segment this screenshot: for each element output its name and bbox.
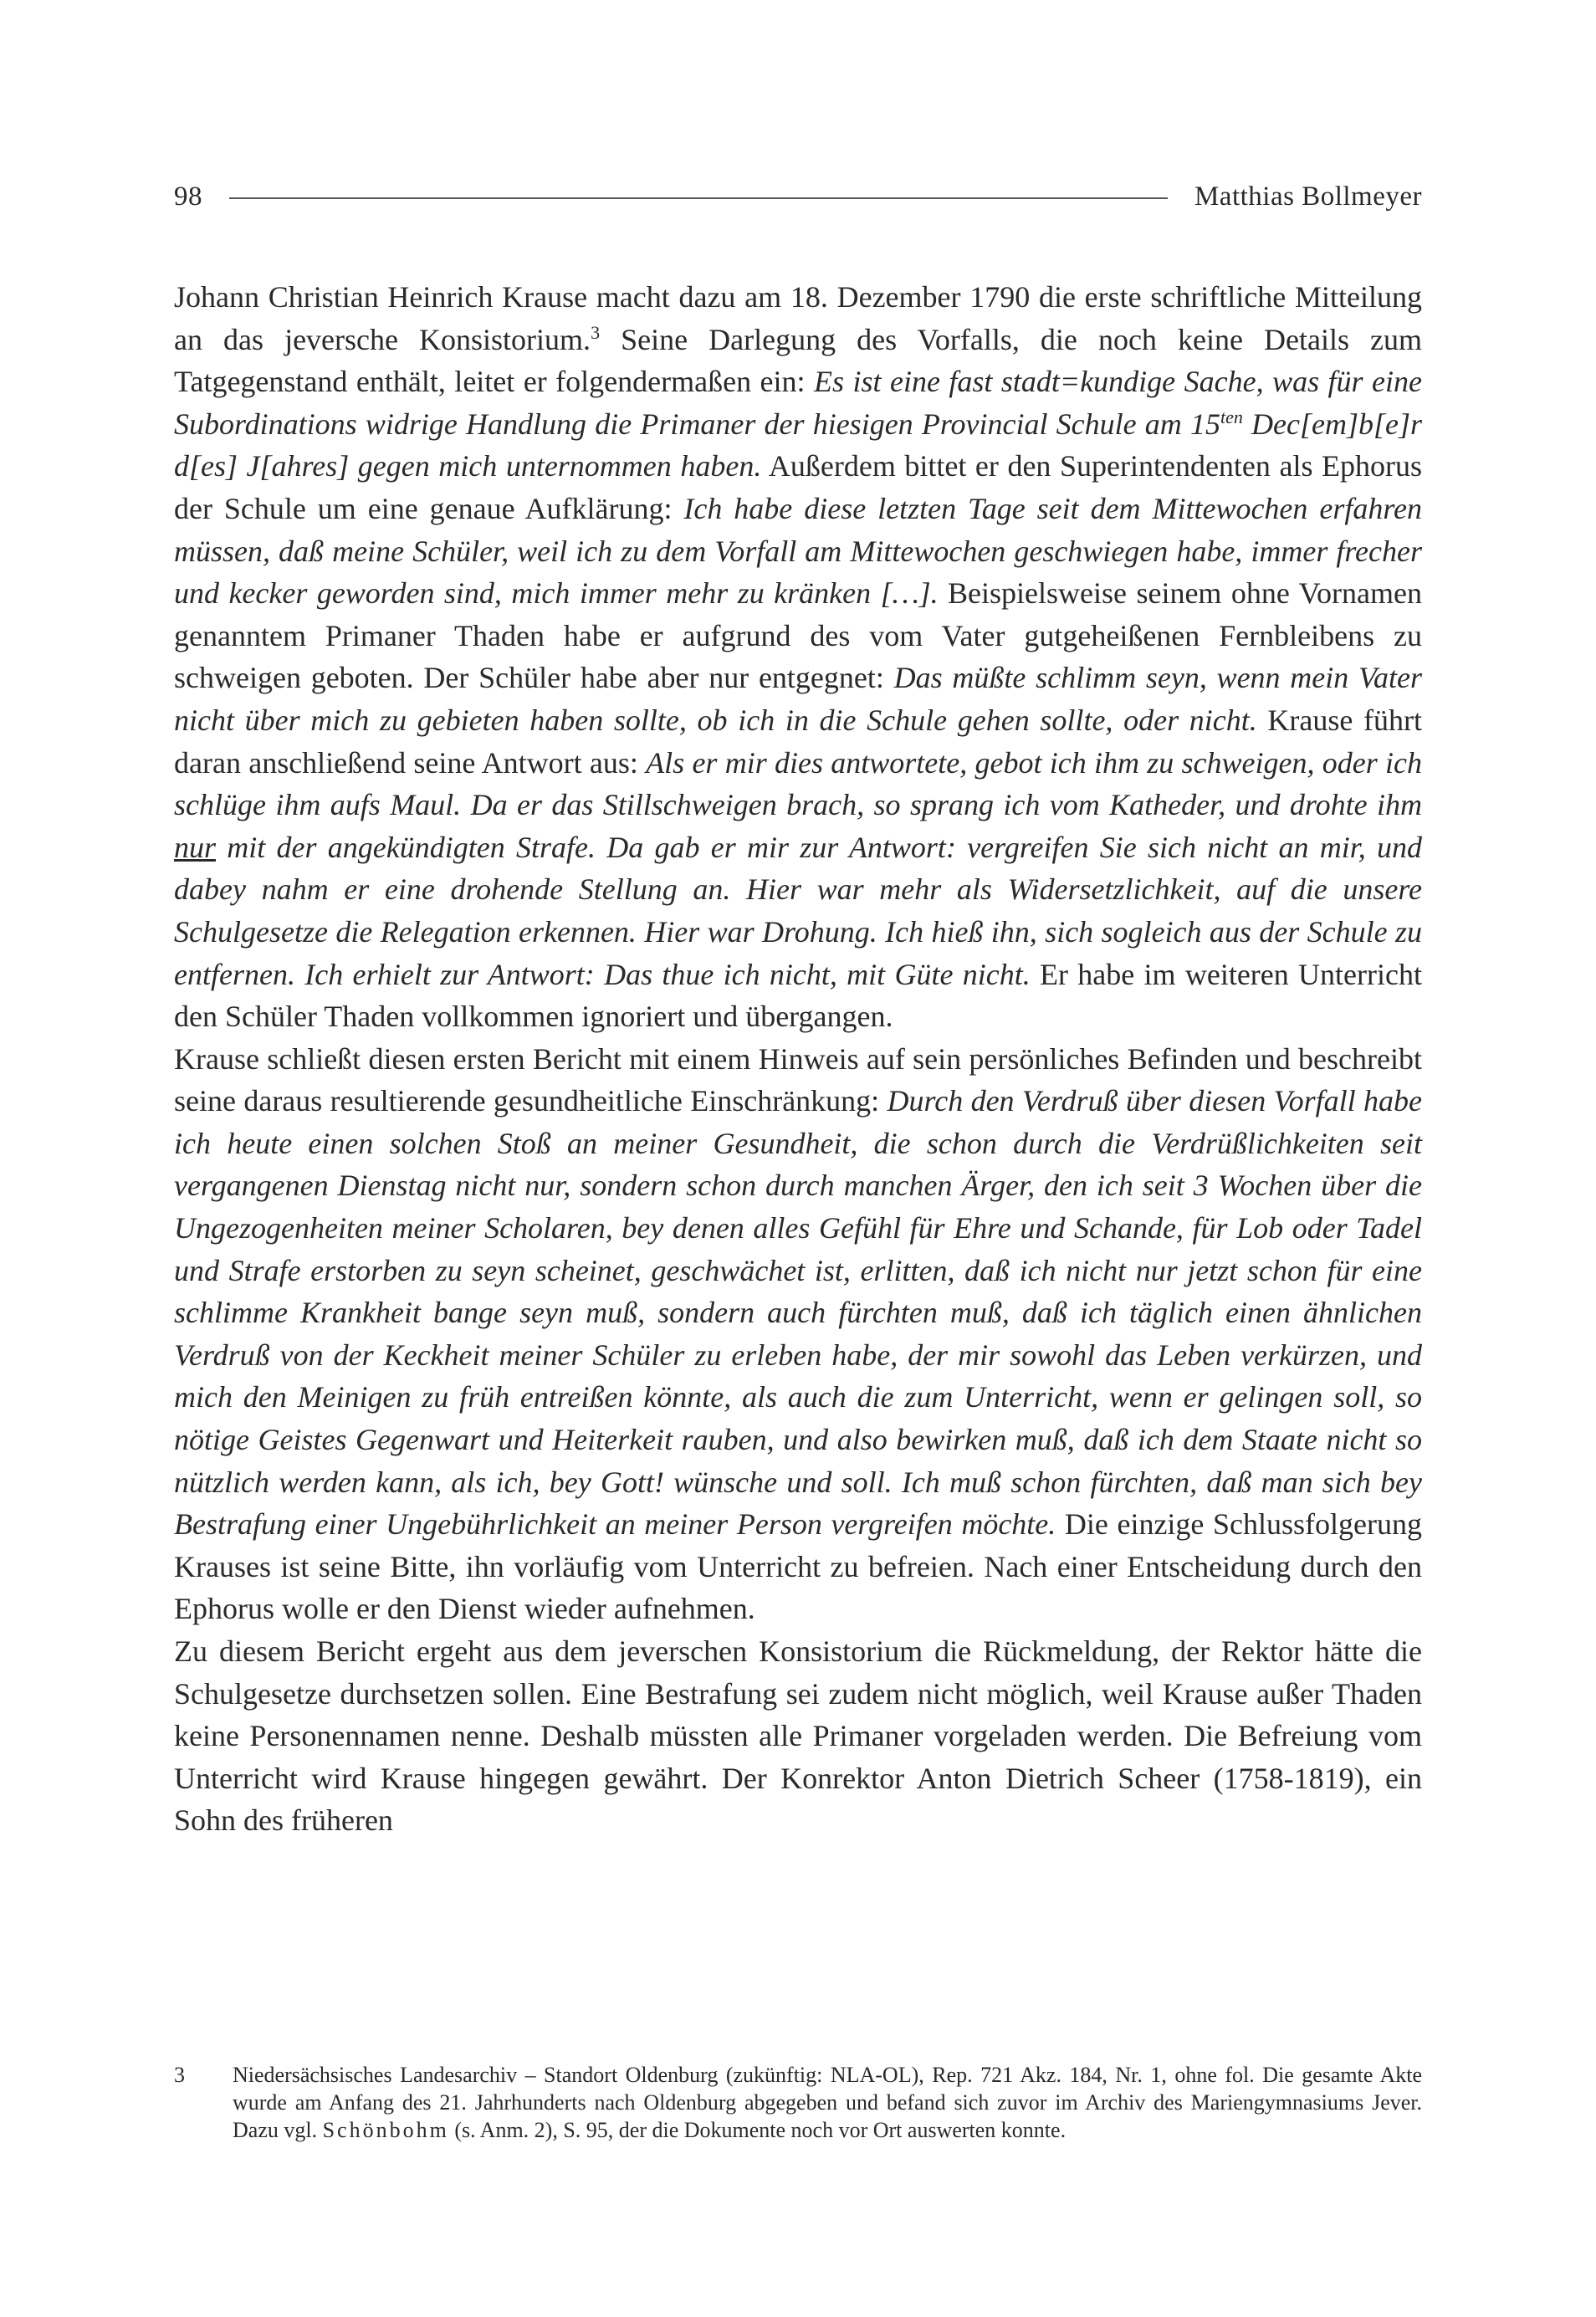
paragraph-1 [174, 276, 1422, 1038]
running-head-author: Matthias Bollmeyer [1194, 181, 1422, 212]
text-run: Krause führt daran anschließend seine Antwort aus: [174, 703, 1423, 780]
superscript: ten [1220, 406, 1243, 427]
footnote-reference: 3 [591, 321, 601, 343]
text-run: Beispielsweise seinem ohne Vornamen genanntem Primaner Thaden habe er aufgrund des vom Vater gutgeheißenen Fernbleibens zu schweigen geboten. Der Schüler habe aber nur entgegnet: [174, 576, 1422, 695]
quote-run: Dec[em]b[e]r d[es] J[ahres] gegen mich unternommen haben. [174, 407, 1422, 483]
author-name: Schönbohm [322, 2118, 449, 2142]
quote-run: Es ist eine fast stadt=kundige Sache, was für eine Subordinations widrige Handlung die Primaner der hiesigen Provincial Schule am 15 [174, 365, 1422, 441]
underlined-word: nur [174, 830, 217, 864]
text-run: Er habe im weiteren Unterricht den Schüler Thaden vollkommen ignoriert und übergangen. [174, 957, 1422, 1034]
main-text [174, 276, 1422, 1842]
footnote-number: 3 [174, 2063, 185, 2087]
page-number: 98 [174, 181, 202, 212]
paragraph-3 [174, 1630, 1422, 1842]
quote-run: Durch den Verdruß über diesen Vorfall habe ich heute einen solchen Stoß an meiner Gesundheit, die schon durch die Verdrüßlichkeiten seit vergangenen Dienstag nicht nur, sondern schon durch manchen Ärger, den ich seit 3 Wochen über die Ungezogenheiten meiner Scholaren, bey denen alles Gefühl für Ehre und Schande, für Lob oder Tadel und Strafe erstorben zu seyn scheinet, geschwächet ist, erlitten, daß ich nicht nur jetzt schon für eine schlimme Krankheit bange seyn muß, sondern auch fürchten muß, daß ich täglich einen ähnlichen Verdruß von der Keckheit meiner Schüler zu erleben habe, der mir sowohl das Leben verkürzen, und mich den Meinigen zu früh entreißen könnte, als auch die zum Unterricht, wenn er gelingen soll, so nötige Geistes Gegenwart und Heiterkeit rauben, und also bewirken muß, daß ich dem Staate nicht so nützlich werden kann, als ich, bey Gott! wünsche und soll. Ich muß schon fürchten, daß man sich bey Bestrafung einer Ungebührlichkeit an meiner Person vergreifen möchte. [174, 1084, 1422, 1542]
footnote-text [233, 2061, 1422, 2144]
header-rule [229, 197, 1168, 199]
text-run: Seine Darlegung des Vorfalls, die noch keine Details zum Tatgegenstand enthält, leitet er folgendermaßen ein: [174, 322, 1422, 399]
text-run: Krause schließt diesen ersten Bericht mit einem Hinweis auf sein persönliches Befinden und beschreibt seine daraus resultierende gesundheitliche Einschränkung: [174, 1041, 1422, 1118]
text-run: Zu diesem Bericht ergeht aus dem jeverschen Konsistorium die Rückmeldung, der Rektor hätte die Schulgesetze durchsetzen sollen. Eine Bestrafung sei zudem nicht möglich, weil Krause außer Thaden keine Personennamen nenne. Deshalb müssten alle Primaner vorgeladen werden. Die Befreiung vom Unterricht wird Krause hingegen gewährt. Der Konrektor Anton Dietrich Scheer (1758-1819), ein Sohn des früheren [174, 1634, 1422, 1838]
text-run: Johann Christian Heinrich Krause macht dazu am 18. Dezember 1790 die erste schriftliche Mitteilung an das jeversche Konsistorium. [174, 280, 1422, 356]
quote-run: Ich habe diese letzten Tage seit dem Mittewochen erfahren müssen, daß meine Schüler, weil ich zu dem Vorfall am Mittewochen geschwiegen habe, immer frecher und kecker geworden sind, mich immer mehr zu kränken […]. [174, 491, 1422, 611]
quote-run: Als er mir dies antwortete, gebot ich ihm zu schweigen, oder ich schlüge ihm aufs Maul. Da er das Stillschweigen brach, so sprang ich vom Katheder, und drohte ihm [174, 745, 1422, 822]
text-run: Niedersächsisches Landesarchiv – Standort Oldenburg (zukünftig: NLA-OL), Rep. 721 Akz. 184, Nr. 1, ohne fol. Die gesamte Akte wurde am Anfang des 21. Jahrhunderts nach Oldenburg abgegeben und befand sich zuvor im Archiv des Mariengymnasiums Jever. Dazu vgl. [233, 2063, 1422, 2142]
text-run: (s. Anm. 2), S. 95, der die Dokumente noch vor Ort auswerten konnte. [448, 2118, 1067, 2142]
text-run: Außerdem bittet er den Superintendenten als Ephorus der Schule um eine genaue Aufklärung: [174, 449, 1423, 525]
text-run: Die einzige Schlussfolgerung Krauses ist seine Bitte, ihn vorläufig vom Unterricht zu befreien. Nach einer Entscheidung durch den Ephorus wolle er den Dienst wieder aufnehmen. [174, 1507, 1422, 1626]
quote-run: mit der angekündigten Strafe. Da gab er mir zur Antwort: vergreifen Sie sich nicht an mir, und dabey nahm er eine drohende Stellung an. Hier war mehr als Widersetzlichkeit, auf die unsere Schulgesetze die Relegation erkennen. Hier war Drohung. Ich hieß ihn, sich sogleich aus der Schule zu entfernen. Ich erhielt zur Antwort: Das thue ich nicht, mit Güte nicht. [174, 830, 1422, 991]
running-header [174, 176, 1422, 217]
footnote-3 [174, 2061, 1422, 2144]
quote-run: Das müßte schlimm seyn, wenn mein Vater nicht über mich zu gebieten haben sollte, ob ich in die Schule gehen sollte, oder nicht. [174, 661, 1423, 737]
paragraph-2 [174, 1038, 1422, 1630]
